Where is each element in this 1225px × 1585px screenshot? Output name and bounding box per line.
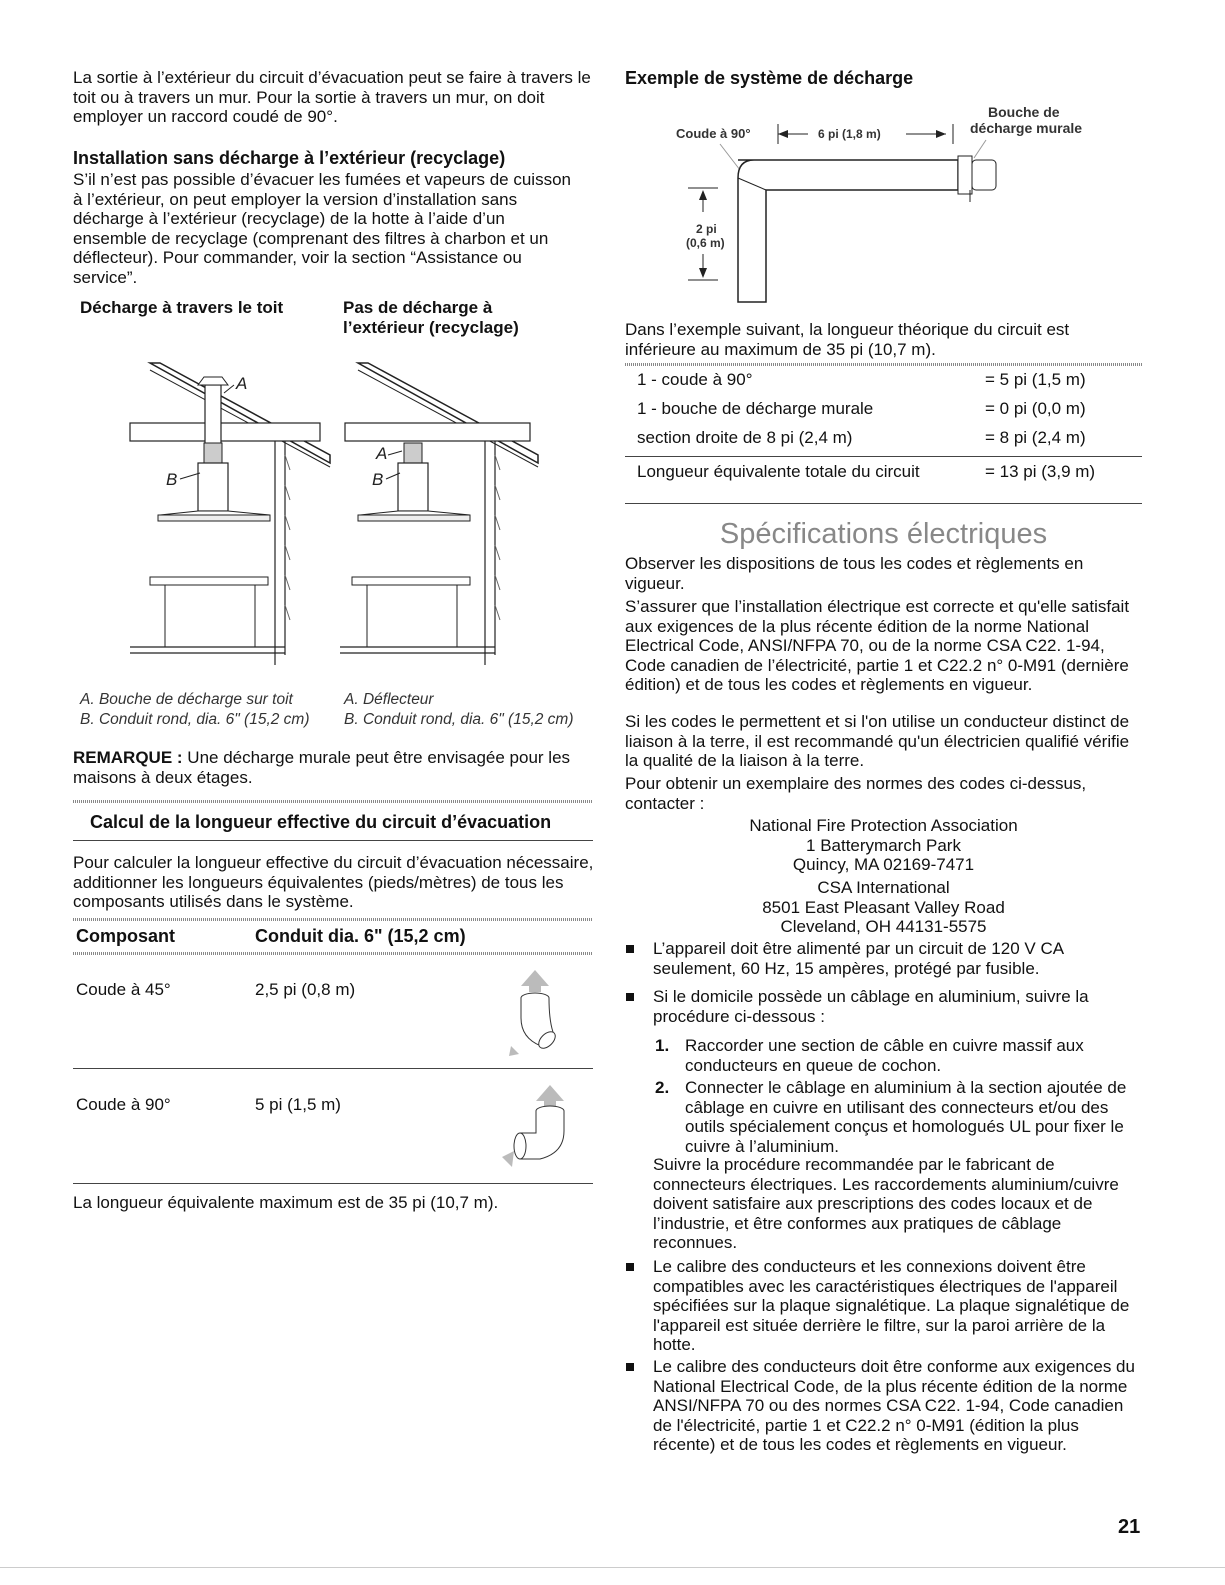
- calc-paragraph: Pour calculer la longueur effective du circuit d’évacuation nécessaire, additionner les longueurs équivalentes (pieds/mètres) de tous les composants utilisés dans le système.: [73, 853, 594, 911]
- label-a: A: [376, 444, 388, 463]
- bullet-icon: [626, 945, 634, 953]
- cap-label-1: Bouche de: [988, 104, 1060, 120]
- roof-label: Décharge à travers le toit: [80, 298, 284, 317]
- divider: [625, 363, 1142, 366]
- electrical-heading: Spécifications électriques: [719, 518, 1048, 550]
- bullet-icon: [626, 993, 634, 1001]
- label-a: A: [236, 374, 248, 393]
- total-value: = 13 pi (3,9 m): [985, 462, 1096, 481]
- calc-item: 1 - bouche de décharge murale: [637, 399, 874, 418]
- roof-vent-figure: [110, 355, 340, 675]
- max-length-text: La longueur équivalente maximum est de 35 pi (10,7 m).: [73, 1193, 499, 1212]
- divider: [625, 456, 1142, 457]
- elbow-label: Coude à 90°: [676, 126, 751, 141]
- divider: [73, 840, 593, 841]
- intro-paragraph: La sortie à l’extérieur du circuit d’évacuation peut se faire à travers le toit ou à travers un mur. Pour la sortie à travers un mur, on doit employer un raccord coudé de 90°.: [73, 68, 591, 126]
- page-number: 21: [1118, 1516, 1141, 1538]
- label-b: B: [166, 470, 178, 489]
- step-1: Raccorder une section de câble en cuivre massif aux conducteurs en queue de cochon.: [685, 1036, 1084, 1075]
- bullet-2: Si le domicile possède un câblage en aluminium, suivre la procédure ci-dessous :: [653, 987, 1089, 1026]
- elec-paragraph-3: Si les codes le permettent et si l'on utilise un conducteur distinct de liaison à la terre, il est recommandé qu'un électricien qualifié vérifie la qualité de la liaison à la terre.: [625, 712, 1130, 770]
- norecycle-label: Pas de décharge à l’extérieur (recyclage): [343, 298, 519, 337]
- elbow-45-icon: [505, 968, 565, 1058]
- label-b: B: [372, 470, 384, 489]
- table-row-value: 5 pi (1,5 m): [255, 1095, 341, 1114]
- elec-paragraph-1: Observer les dispositions de tous les codes et règlements en vigueur.: [625, 554, 1084, 593]
- caption-rec-a: A. Déflecteur: [344, 691, 434, 708]
- divider: [73, 1068, 593, 1069]
- page-edge: [0, 1567, 1225, 1568]
- table-row-value: 2,5 pi (0,8 m): [255, 980, 356, 999]
- bullet-icon: [626, 1263, 634, 1271]
- table-header-component: Composant: [76, 926, 175, 946]
- caption-rec-b: B. Conduit rond, dia. 6" (15,2 cm): [344, 711, 574, 728]
- bullet-1: L’appareil doit être alimenté par un circuit de 120 V CA seulement, 60 Hz, 15 ampères, protégé par fusible.: [653, 939, 1064, 978]
- table-row-component: Coude à 45°: [76, 980, 171, 999]
- divider: [73, 1183, 593, 1184]
- calc-item: 1 - coude à 90°: [637, 370, 753, 389]
- address-line: Cleveland, OH 44131-5575: [780, 917, 987, 936]
- address-nfpa: [625, 816, 1142, 875]
- divider: [625, 503, 1142, 504]
- table-row-component: Coude à 90°: [76, 1095, 171, 1114]
- calc-value: = 8 pi (2,4 m): [985, 428, 1086, 447]
- step-2: Connecter le câblage en aluminium à la section ajoutée de câblage en cuivre en utilisant des connecteurs et/ou des outils spécialement conçus et homologués UL pour fixer le cuivre à l’aluminium.: [685, 1078, 1127, 1156]
- example-heading: Exemple de système de décharge: [625, 68, 914, 88]
- caption-roof-a: A. Bouche de décharge sur toit: [80, 691, 293, 708]
- follow-paragraph: Suivre la procédure recommandée par le fabricant de connecteurs électriques. Les raccordements aluminium/cuivre doivent satisfaire aux prescriptions des codes locaux et de l’industrie, et être conformes aux pratiques de câblage reconnues.: [653, 1155, 1119, 1252]
- example-paragraph: Dans l’exemple suivant, la longueur théorique du circuit est inférieure au maximum de 35 pi (10,7 m).: [625, 320, 1070, 359]
- height-label-2: (0,6 m): [686, 236, 725, 250]
- run-label: 6 pi (1,8 m): [818, 127, 881, 141]
- calc-heading: Calcul de la longueur effective du circuit d’évacuation: [90, 812, 552, 832]
- recycle-figure: [340, 355, 570, 675]
- address-line: National Fire Protection Association: [749, 816, 1018, 835]
- caption-roof-b: B. Conduit rond, dia. 6" (15,2 cm): [80, 711, 310, 728]
- elbow-90-icon: [500, 1083, 570, 1173]
- vent-system-diagram: [640, 100, 1110, 310]
- remark-text: Une décharge murale peut être envisagée pour les maisons à deux étages.: [73, 748, 571, 787]
- step-2-number: 2.: [655, 1078, 670, 1097]
- calc-item: section droite de 8 pi (2,4 m): [637, 428, 853, 447]
- table-header-duct: Conduit dia. 6" (15,2 cm): [255, 926, 466, 946]
- total-item: Longueur équivalente totale du circuit: [637, 462, 920, 481]
- address-line: Quincy, MA 02169-7471: [792, 855, 975, 874]
- remark-label: REMARQUE :: [73, 748, 183, 767]
- divider: [73, 800, 593, 803]
- recycle-paragraph: S’il n’est pas possible d’évacuer les fumées et vapeurs de cuisson à l’extérieur, on peut employer la version d’installation sans décharge à l’extérieur (recyclage) de la hotte à l’aide d’un ensemble de recyclage (comprenant des filtres à charbon et un déflecteur). Pour commander, voir la section “Assistance ou service”.: [73, 170, 571, 287]
- divider: [73, 918, 593, 921]
- bullet-icon: [626, 1363, 634, 1371]
- address-line: 1 Batterymarch Park: [806, 835, 961, 855]
- bullet-4: Le calibre des conducteurs doit être conforme aux exigences du National Electrical Code, de la plus récente édition de la norme ANSI/NFPA 70 ou des normes CSA C22. 1-94, Code canadien de l'électricité, partie 1 et C22.2 n° 0-M91 (édition la plus récente) et de tous les codes et règlements en vigueur.: [653, 1357, 1135, 1454]
- elec-paragraph-4: Pour obtenir un exemplaire des normes des codes ci-dessus, contacter :: [625, 774, 1087, 813]
- address-line: CSA International: [817, 878, 950, 897]
- calc-value: = 5 pi (1,5 m): [985, 370, 1086, 389]
- divider: [73, 952, 593, 955]
- bullet-3: Le calibre des conducteurs et les connexions doivent être compatibles avec les caractéristiques électriques de l'appareil spécifiées sur la plaque signalétique. La plaque signalétique de l'appareil est située derrière le filtre, sur la paroi arrière de la hotte.: [653, 1257, 1130, 1354]
- address-line: 8501 East Pleasant Valley Road: [762, 897, 1005, 917]
- recycle-heading: Installation sans décharge à l’extérieur (recyclage): [73, 148, 506, 168]
- elec-paragraph-2: S’assurer que l’installation électrique est correcte et qu'elle satisfait aux exigences de la plus récente édition de la norme National Electrical Code, ANSI/NFPA 70, ou de la norme CSA C22. 1-94, Code canadien de l’électricité, partie 1 et C22.2 n° 0-M91 (dernière édition) et de tous les codes et règlements en vigueur.: [625, 597, 1130, 694]
- address-csa: [625, 878, 1142, 937]
- step-1-number: 1.: [655, 1036, 670, 1055]
- calc-value: = 0 pi (0,0 m): [985, 399, 1086, 418]
- remark-paragraph: [73, 748, 593, 787]
- cap-label-2: décharge murale: [970, 120, 1083, 136]
- height-label-1: 2 pi: [696, 222, 717, 236]
